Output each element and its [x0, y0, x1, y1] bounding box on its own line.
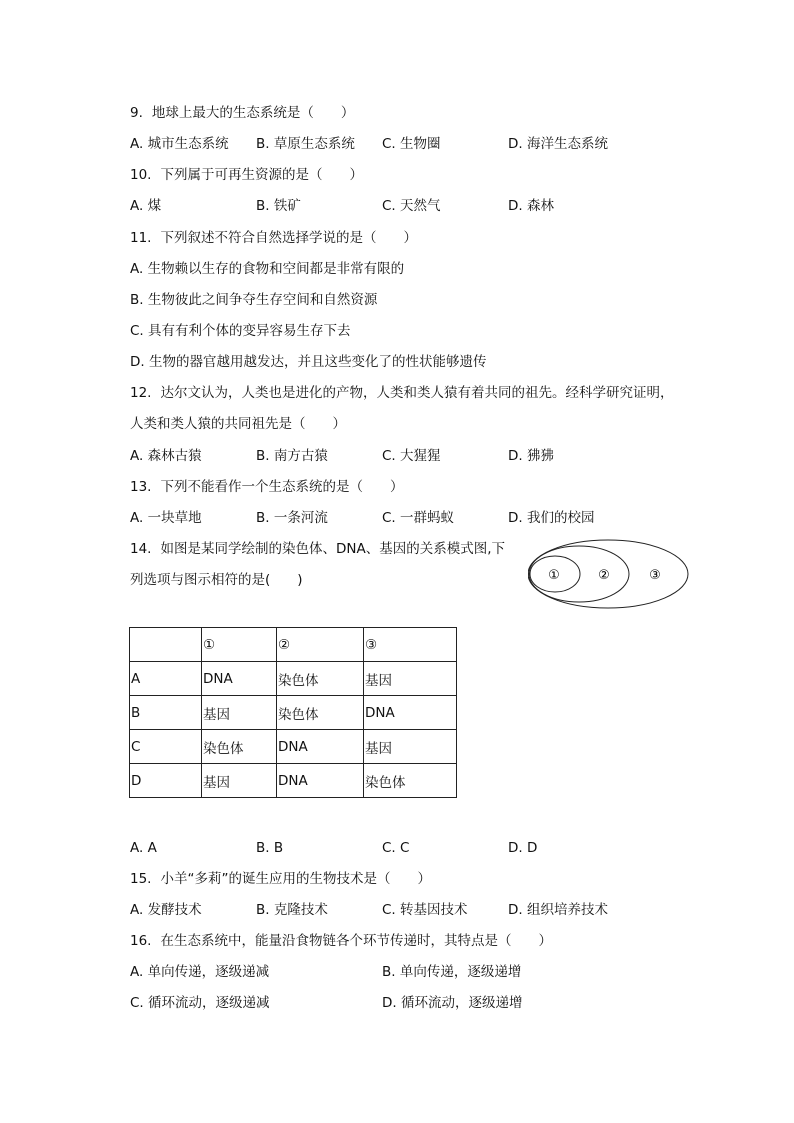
- question-12-stem: [130, 384, 673, 402]
- question-16-stem: [130, 932, 552, 950]
- q9-option-d: D. 海洋生态系统: [508, 136, 608, 152]
- q15-option-a: A. 发酵技术: [130, 902, 202, 918]
- venn-label-3: ③: [649, 568, 661, 583]
- table-cell: A: [130, 662, 202, 696]
- question-text: 下列不能看作一个生态系统的是（ ）: [160, 479, 404, 495]
- q12-option-b: B. 南方古猿: [256, 448, 328, 464]
- question-number: 9.: [130, 105, 143, 121]
- question-14-stem: [130, 540, 505, 558]
- q11-option-d: D. 生物的器官越用越发达，并且这些变化了的性状能够遗传: [130, 354, 487, 370]
- table-header-row: [130, 628, 457, 662]
- q13-option-c: C. 一群蚂蚁: [382, 510, 455, 526]
- q11-option-b: B. 生物彼此之间争夺生存空间和自然资源: [130, 292, 378, 308]
- q11-option-c: C. 具有有利个体的变异容易生存下去: [130, 323, 351, 339]
- question-text: 如图是某同学绘制的染色体、DNA、基因的关系模式图,下: [160, 541, 506, 557]
- question-number: 13.: [130, 479, 152, 495]
- table-cell: DNA: [364, 696, 457, 730]
- q11-option-a: A. 生物赖以生存的食物和空间都是非常有限的: [130, 261, 405, 277]
- table-cell: ③: [364, 628, 457, 662]
- table-cell: DNA: [277, 764, 364, 798]
- table-row: [130, 696, 457, 730]
- q12-option-c: C. 大猩猩: [382, 448, 441, 464]
- table-row: [130, 730, 457, 764]
- q16-option-c: C. 循环流动，逐级递减: [130, 995, 270, 1011]
- question-10-stem: [130, 166, 363, 184]
- answer-table: [129, 627, 457, 798]
- table-cell: DNA: [202, 662, 277, 696]
- q10-option-b: B. 铁矿: [256, 198, 301, 214]
- table-row: [130, 764, 457, 798]
- question-number: 11.: [130, 230, 152, 246]
- q15-option-d: D. 组织培养技术: [508, 902, 608, 918]
- table-row: [130, 662, 457, 696]
- question-text: 下列叙述不符合自然选择学说的是（ ）: [160, 230, 417, 246]
- question-number: 10.: [130, 167, 152, 183]
- table-cell: 染色体: [202, 730, 277, 764]
- table-cell: B: [130, 696, 202, 730]
- q13-option-b: B. 一条河流: [256, 510, 328, 526]
- question-9-stem: [130, 104, 354, 122]
- question-number: 14.: [130, 541, 152, 557]
- question-text: 下列属于可再生资源的是（ ）: [160, 167, 363, 183]
- q16-option-b: B. 单向传递，逐级递增: [382, 964, 522, 980]
- question-number: 12.: [130, 385, 152, 401]
- table-cell: DNA: [277, 730, 364, 764]
- question-text: 地球上最大的生态系统是（ ）: [151, 105, 355, 121]
- question-number: 16.: [130, 933, 152, 949]
- venn-label-2: ②: [598, 568, 610, 583]
- question-text: 达尔文认为，人类也是进化的产物，人类和类人猿有着共同的祖先。经科学研究证明，: [160, 385, 674, 401]
- q9-option-b: B. 草原生态系统: [256, 136, 355, 152]
- question-number: 15.: [130, 871, 152, 887]
- table-cell: 基因: [364, 662, 457, 696]
- question-text: 小羊“多莉”的诞生应用的生物技术是（ ）: [160, 871, 431, 887]
- question-14-stem-continued: 列选项与图示相符的是( ): [130, 572, 303, 588]
- table-cell: 基因: [202, 764, 277, 798]
- q16-option-d: D. 循环流动，逐级递增: [382, 995, 523, 1011]
- q10-option-d: D. 森林: [508, 198, 554, 214]
- q13-option-a: A. 一块草地: [130, 510, 202, 526]
- nested-ellipse-diagram: [528, 538, 692, 610]
- ellipse-middle: [529, 546, 629, 602]
- q12-option-a: A. 森林古猿: [130, 448, 202, 464]
- q15-option-c: C. 转基因技术: [382, 902, 468, 918]
- venn-label-1: ①: [548, 568, 560, 583]
- table-cell: D: [130, 764, 202, 798]
- question-15-stem: [130, 870, 431, 888]
- q16-option-a: A. 单向传递，逐级递减: [130, 964, 270, 980]
- table-cell: C: [130, 730, 202, 764]
- q14-option-b: B. B: [256, 840, 284, 856]
- q14-option-c: C. C: [382, 840, 410, 856]
- q13-option-d: D. 我们的校园: [508, 510, 595, 526]
- question-13-stem: [130, 478, 403, 496]
- question-11-stem: [130, 229, 417, 247]
- table-cell: [130, 628, 202, 662]
- table-cell: ①: [202, 628, 277, 662]
- table-cell: 染色体: [277, 662, 364, 696]
- q12-option-d: D. 狒狒: [508, 448, 554, 464]
- q10-option-a: A. 煤: [130, 198, 162, 214]
- table-cell: 染色体: [364, 764, 457, 798]
- q14-option-a: A. A: [130, 840, 157, 856]
- question-text: 在生态系统中，能量沿食物链各个环节传递时，其特点是（ ）: [160, 933, 552, 949]
- table-cell: 基因: [364, 730, 457, 764]
- q10-option-c: C. 天然气: [382, 198, 441, 214]
- question-12-stem-continued: 人类和类人猿的共同祖先是（ ）: [130, 416, 346, 432]
- table-cell: 基因: [202, 696, 277, 730]
- table-cell: ②: [277, 628, 364, 662]
- q9-option-c: C. 生物圈: [382, 136, 441, 152]
- table-cell: 染色体: [277, 696, 364, 730]
- q9-option-a: A. 城市生态系统: [130, 136, 229, 152]
- q14-option-d: D. D: [508, 840, 538, 856]
- q15-option-b: B. 克隆技术: [256, 902, 328, 918]
